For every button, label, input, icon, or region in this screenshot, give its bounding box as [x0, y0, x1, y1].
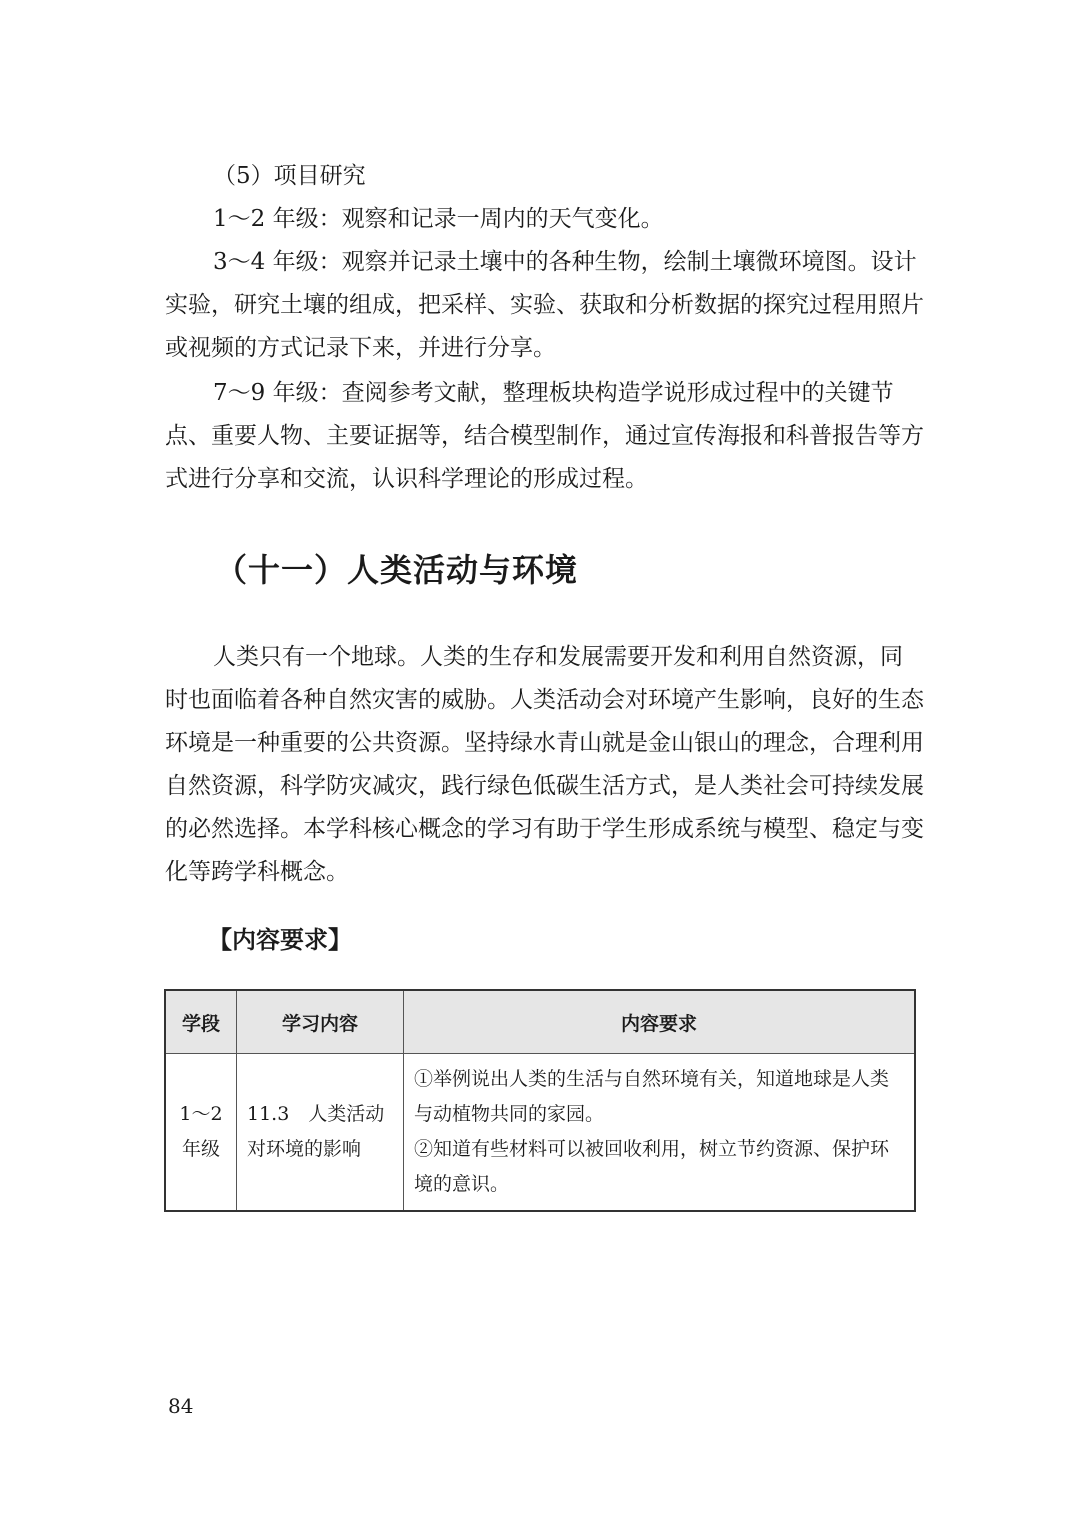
requirements-cell [404, 1054, 916, 1212]
topic-cell: 11.3 人类活动对环境的影响 [237, 1054, 404, 1212]
table-header-row [165, 990, 915, 1054]
paragraph-grade-1-2: 1～2 年级：观察和记录一周内的天气变化。 [213, 206, 664, 232]
header-stage: 学段 [165, 990, 237, 1054]
table-row [165, 1054, 915, 1212]
requirements-table [164, 989, 916, 1212]
requirement-item: ②知道有些材料可以被回收利用，树立节约资源、保护环境的意识。 [414, 1138, 890, 1195]
header-requirements: 内容要求 [404, 990, 916, 1054]
content-requirements-label: 【内容要求】 [208, 926, 352, 954]
subsection-title: （5）项目研究 [213, 163, 366, 189]
paragraph-grade-7-9: 7～9 年级：查阅参考文献，整理板块构造学说形成过程中的关键节点、重要人物、主要证据等，结合模型制作，通过宣传海报和科普报告等方式进行分享和交流，认识科学理论的形成过程。 [165, 380, 924, 492]
header-topic: 学习内容 [237, 990, 404, 1054]
paragraph-grade-3-4: 3～4 年级：观察并记录土壤中的各种生物，绘制土壤微环境图。设计实验，研究土壤的组成，把采样、实验、获取和分析数据的探究过程用照片或视频的方式记录下来，并进行分享。 [165, 249, 924, 361]
section-heading: （十一）人类活动与环境 [215, 551, 579, 589]
intro-paragraph: 人类只有一个地球。人类的生存和发展需要开发和利用自然资源，同时也面临着各种自然灾害的威胁。人类活动会对环境产生影响，良好的生态环境是一种重要的公共资源。坚持绿水青山就是金山银山的理念，合理利用自然资源，科学防灾减灾，践行绿色低碳生活方式，是人类社会可持续发展的必然选择。本学科核心概念的学习有助于学生形成系统与模型、稳定与变化等跨学科概念。 [165, 644, 924, 885]
stage-cell: 1～2 年级 [165, 1054, 237, 1212]
page-number: 84 [168, 1394, 194, 1418]
requirement-item: ①举例说出人类的生活与自然环境有关，知道地球是人类与动植物共同的家园。 [414, 1068, 890, 1125]
